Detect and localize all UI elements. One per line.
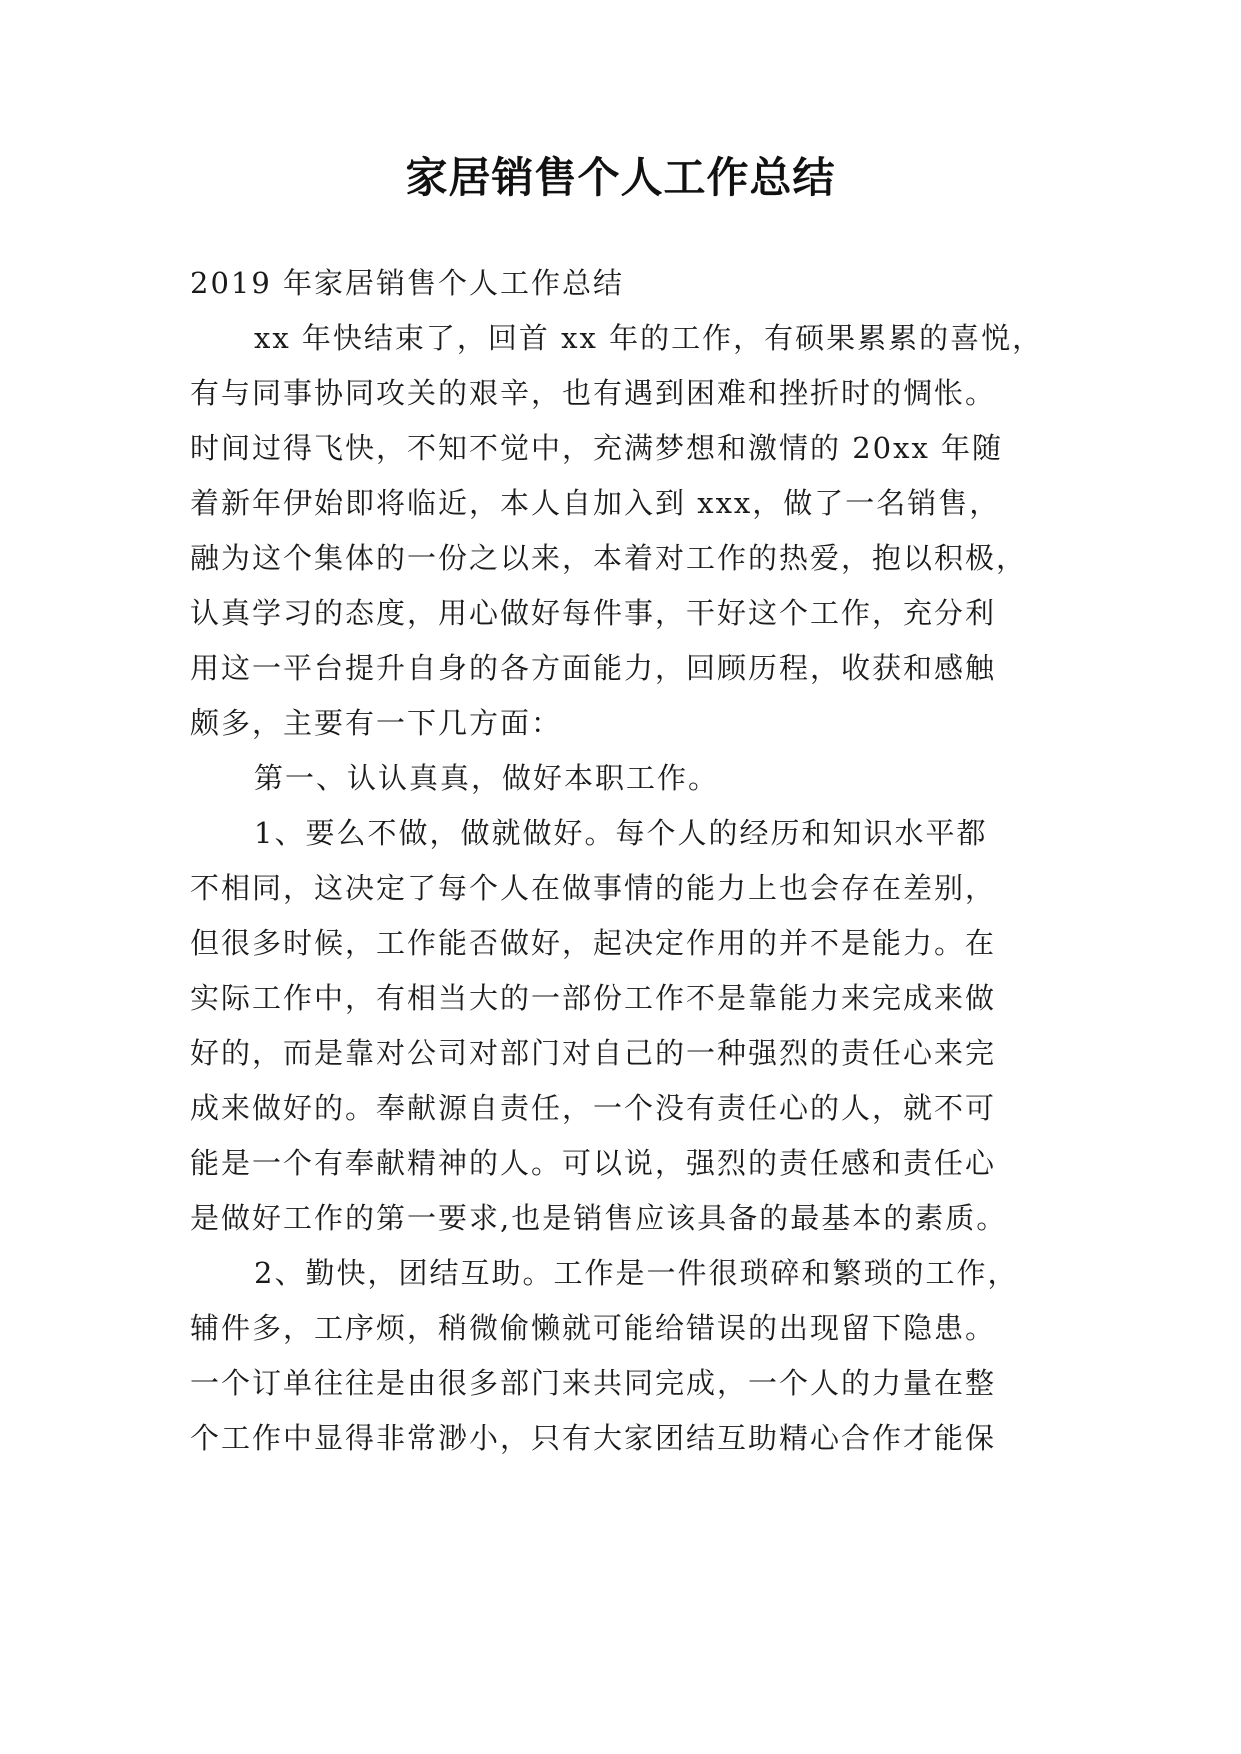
subtitle-line: 2019 年家居销售个人工作总结 bbox=[190, 266, 625, 300]
text-line: 融为这个集体的一份之以来，本着对工作的热爱，抱以积极， bbox=[190, 541, 1028, 575]
text-line: 1、要么不做，做就做好。每个人的经历和知识水平都 bbox=[254, 816, 988, 850]
text-line: 辅件多，工序烦，稍微偷懒就可能给错误的出现留下隐患。 bbox=[190, 1311, 997, 1345]
text-line: 着新年伊始即将临近，本人自加入到 xxx，做了一名销售， bbox=[190, 486, 1001, 520]
section-heading: 第一、认认真真，做好本职工作。 bbox=[254, 761, 720, 795]
text-line: 是做好工作的第一要求,也是销售应该具备的最基本的素质。 bbox=[190, 1201, 1008, 1235]
text-line: 一个订单往往是由很多部门来共同完成，一个人的力量在整 bbox=[190, 1366, 997, 1400]
text-line: 但很多时候，工作能否做好，起决定作用的并不是能力。在 bbox=[190, 926, 997, 960]
document-title: 家居销售个人工作总结 bbox=[405, 153, 836, 202]
text-line: 能是一个有奉献精神的人。可以说，强烈的责任感和责任心 bbox=[190, 1146, 997, 1180]
text-line: 不相同，这决定了每个人在做事情的能力上也会存在差别， bbox=[190, 871, 997, 905]
text-line: 用这一平台提升自身的各方面能力，回顾历程，收获和感触 bbox=[190, 651, 997, 685]
text-line: 个工作中显得非常渺小，只有大家团结互助精心合作才能保 bbox=[190, 1421, 997, 1455]
text-line: 2、勤快，团结互助。工作是一件很琐碎和繁琐的工作， bbox=[254, 1256, 1019, 1290]
text-line: 认真学习的态度，用心做好每件事，干好这个工作，充分利 bbox=[190, 596, 997, 630]
text-line: 有与同事协同攻关的艰辛，也有遇到困难和挫折时的惆怅。 bbox=[190, 376, 997, 410]
text-line: 颇多，主要有一下几方面： bbox=[190, 706, 563, 740]
text-line: 成来做好的。奉献源自责任，一个没有责任心的人，就不可 bbox=[190, 1091, 997, 1125]
text-line: 实际工作中，有相当大的一部份工作不是靠能力来完成来做 bbox=[190, 981, 997, 1015]
text-line: xx 年快结束了，回首 xx 年的工作，有硕果累累的喜悦， bbox=[254, 321, 1044, 355]
text-line: 好的，而是靠对公司对部门对自己的一种强烈的责任心来完 bbox=[190, 1036, 997, 1070]
text-line: 时间过得飞快，不知不觉中，充满梦想和激情的 20xx 年随 bbox=[190, 431, 1004, 465]
